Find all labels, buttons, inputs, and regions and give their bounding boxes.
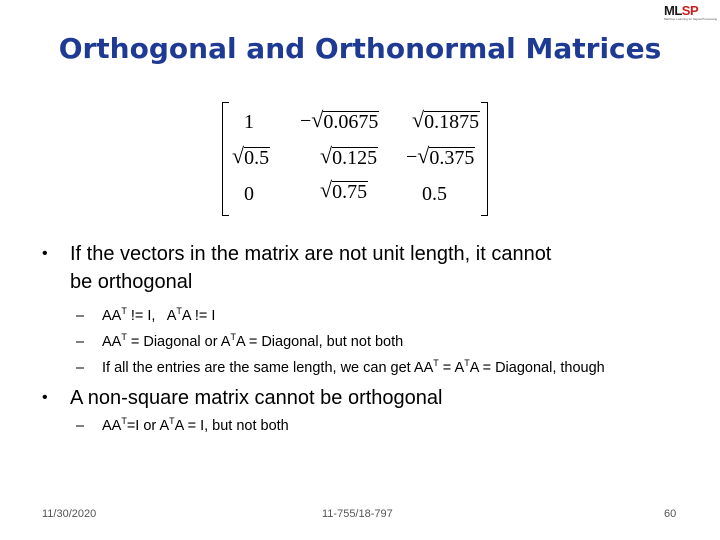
text-run: A = I, but not both xyxy=(174,418,289,434)
sub-bullet-1-1 xyxy=(76,306,215,326)
superscript: T xyxy=(169,416,175,426)
matrix-cell-r2c1: √ 0.75 xyxy=(320,177,368,203)
superscript: T xyxy=(176,306,182,316)
radicand: 0.5 xyxy=(244,147,270,169)
text-run: AA xyxy=(102,308,122,324)
bullet-2 xyxy=(42,384,682,412)
text-run: = A xyxy=(438,360,465,376)
logo-sp: SP xyxy=(681,3,699,18)
text-run: AA xyxy=(102,334,122,350)
matrix-cell-r2c0: 0 xyxy=(244,183,254,205)
text-run: If all the entries are the same length, we can get AA xyxy=(102,360,434,376)
text-run: =I or A xyxy=(126,418,170,434)
footer-course: 11-755/18-797 xyxy=(322,508,393,520)
superscript: T xyxy=(230,332,236,342)
bullet-1-text xyxy=(70,240,682,296)
logo-ml: ML xyxy=(664,3,682,18)
text-run: A != I xyxy=(181,308,216,324)
mlsp-logo xyxy=(664,4,718,26)
minus-sign: − xyxy=(406,146,418,168)
footer-page-number: 60 xyxy=(664,508,677,520)
sub-bullet-1-3 xyxy=(76,358,605,378)
superscript: T xyxy=(121,332,127,342)
matrix-left-bracket xyxy=(222,102,229,216)
superscript: T xyxy=(121,306,127,316)
footer-date: 11/30/2020 xyxy=(42,508,97,520)
text-run: = Diagonal or A xyxy=(126,334,231,350)
radicand: 0.375 xyxy=(429,147,475,169)
matrix-cell-r0c0: 1 xyxy=(244,111,254,133)
text-run: != I, A xyxy=(126,308,177,324)
matrix-cell-r0c1: − √ 0.0675 xyxy=(300,107,379,133)
radicand: 0.0675 xyxy=(323,111,379,133)
superscript: T xyxy=(433,358,439,368)
matrix-right-bracket xyxy=(481,102,488,216)
dash-glyph: – xyxy=(76,418,85,434)
text-run: A = Diagonal, but not both xyxy=(235,334,404,350)
matrix-cell-r2c2: 0.5 xyxy=(422,183,447,205)
dash-glyph: – xyxy=(76,360,85,376)
dash-glyph: – xyxy=(76,334,85,350)
matrix-cell-r1c1: √ 0.125 xyxy=(320,143,378,169)
matrix-cell-r0c2: √ 0.1875 xyxy=(412,107,480,133)
sub-bullet-2-1 xyxy=(76,416,289,436)
bullet-1-line-2: be orthogonal xyxy=(70,271,193,293)
bullet-2-line-1: A non-square matrix cannot be orthogonal xyxy=(70,387,443,409)
matrix-cell-r1c2: − √ 0.375 xyxy=(406,143,475,169)
matrix-cell-r1c0: √ 0.5 xyxy=(232,143,270,169)
slide-title: Orthogonal and Orthonormal Matrices xyxy=(58,32,662,65)
matrix xyxy=(222,102,488,216)
dash-glyph: – xyxy=(76,308,85,324)
bullet-glyph: • xyxy=(42,389,48,406)
bullet-1 xyxy=(42,240,682,296)
superscript: T xyxy=(464,358,470,368)
radicand: 0.125 xyxy=(332,147,378,169)
bullet-1-line-1: If the vectors in the matrix are not unit length, it cannot xyxy=(70,243,552,265)
bullet-glyph: • xyxy=(42,245,48,262)
radicand: 0.75 xyxy=(332,181,368,203)
minus-sign: − xyxy=(300,110,312,132)
sub-bullet-1-2 xyxy=(76,332,403,352)
text-run: AA xyxy=(102,418,122,434)
superscript: T xyxy=(121,416,127,426)
text-run: A = Diagonal, though xyxy=(469,360,605,376)
radicand: 0.1875 xyxy=(424,111,480,133)
logo-tagline: Machine Learning for Signal Processing xyxy=(664,17,718,21)
